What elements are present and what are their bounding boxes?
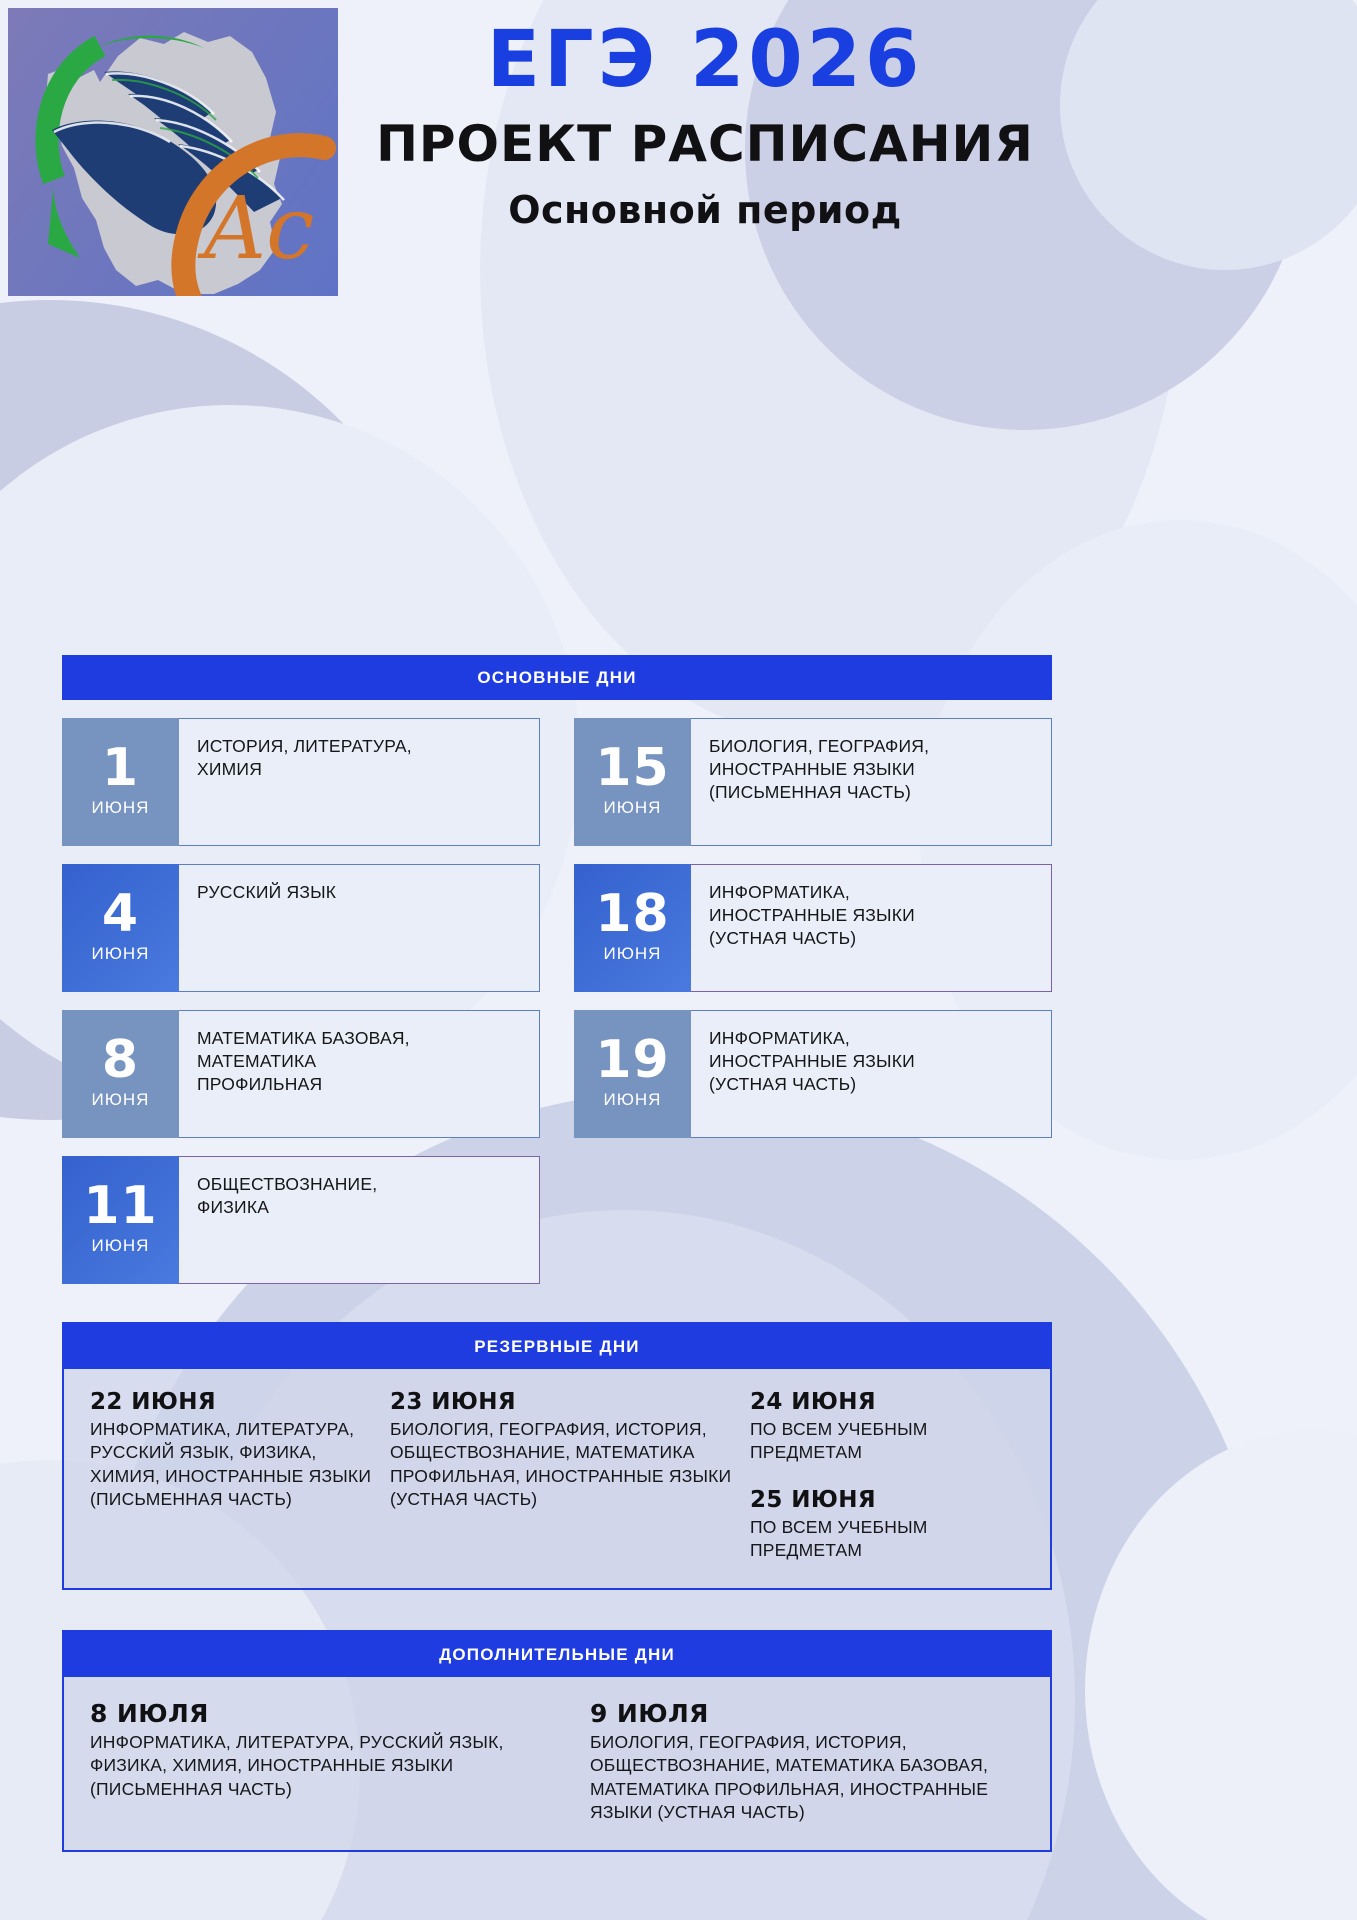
subject-line: (УСТНАЯ ЧАСТЬ) (709, 1074, 857, 1095)
main-days-grid (62, 718, 1052, 1302)
day-month: ИЮНЯ (91, 797, 150, 817)
day-card-date (574, 1010, 691, 1138)
subject-line: (УСТНАЯ ЧАСТЬ) (709, 928, 857, 949)
day-month: ИЮНЯ (91, 943, 150, 963)
day-card-subjects (179, 1010, 540, 1138)
day-number: 8 (101, 1030, 140, 1091)
day-month: ИЮНЯ (603, 1089, 662, 1109)
extra-days-header: ДОПОЛНИТЕЛЬНЫЕ ДНИ (64, 1632, 1050, 1677)
subject-line: (ПИСЬМЕННАЯ ЧАСТЬ) (709, 782, 912, 803)
day-month: ИЮНЯ (603, 797, 662, 817)
subject-line: ОБЩЕСТВОЗНАНИЕ, (197, 1174, 378, 1194)
day-card[interactable] (62, 864, 540, 992)
poster-header (0, 0, 1357, 300)
main-days-header: ОСНОВНЫЕ ДНИ (62, 655, 1052, 700)
subject-line: БИОЛОГИЯ, ГЕОГРАФИЯ, (709, 736, 930, 756)
day-number: 19 (595, 1030, 670, 1091)
card-row (62, 718, 1052, 846)
day-card-date (62, 718, 179, 846)
subject-line: ХИМИЯ (197, 759, 263, 780)
extra-date: 8 ИЮЛЯ (90, 1699, 209, 1728)
reserve-date: 23 ИЮНЯ (390, 1389, 517, 1415)
reserve-days-body (64, 1369, 1050, 1588)
day-month: ИЮНЯ (91, 1089, 150, 1109)
page-subtitle: ПРОЕКТ РАСПИСАНИЯ (376, 115, 1034, 174)
day-month: ИЮНЯ (603, 943, 662, 963)
organization-logo (8, 8, 338, 296)
day-number: 4 (101, 884, 140, 945)
reserve-date: 22 ИЮНЯ (90, 1389, 217, 1415)
day-card[interactable] (62, 1156, 540, 1284)
day-card[interactable] (62, 718, 540, 846)
reserve-date: 24 ИЮНЯ (750, 1389, 877, 1415)
title-group (355, 15, 1055, 233)
subject-line: ИНОСТРАННЫЕ ЯЗЫКИ (709, 905, 915, 926)
period-label: Основной период (508, 187, 902, 232)
day-card-date (62, 1010, 179, 1138)
day-card-subjects (179, 718, 540, 846)
reserve-date: 25 ИЮНЯ (750, 1486, 877, 1513)
subject-line: ФИЗИКА (197, 1197, 270, 1218)
subject-line: ПРОФИЛЬНАЯ (197, 1074, 323, 1095)
subject-line: РУССКИЙ ЯЗЫК (197, 882, 337, 902)
reserve-days-header: РЕЗЕРВНЫЕ ДНИ (64, 1324, 1050, 1369)
day-card-date (62, 864, 179, 992)
reserve-column (390, 1389, 750, 1562)
reserve-subjects: БИОЛОГИЯ, ГЕОГРАФИЯ, ИСТОРИЯ, ОБЩЕСТВОЗНАНИЕ, МАТЕМАТИКА ПРОФИЛЬНАЯ, ИНОСТРАННЫЕ ЯЗЫКИ (УСТНАЯ ЧАСТЬ) (390, 1419, 732, 1509)
reserve-column (750, 1389, 1024, 1562)
logo-letters-text: Ac (204, 179, 315, 279)
subject-line: ИНОСТРАННЫЕ ЯЗЫКИ (709, 1051, 915, 1072)
reserve-subjects: ПО ВСЕМ УЧЕБНЫМ ПРЕДМЕТАМ (750, 1419, 928, 1463)
extra-days-body (64, 1677, 1050, 1850)
day-number: 18 (595, 884, 670, 945)
extra-column (590, 1699, 1024, 1824)
day-card[interactable] (574, 718, 1052, 846)
subject-line: ИНФОРМАТИКА, (709, 882, 850, 902)
extra-subjects: ИНФОРМАТИКА, ЛИТЕРАТУРА, РУССКИЙ ЯЗЫК, ФИЗИКА, ХИМИЯ, ИНОСТРАННЫЕ ЯЗЫКИ (ПИСЬМЕННАЯ ЧАСТЬ) (90, 1732, 504, 1799)
day-card-subjects (691, 864, 1052, 992)
day-card[interactable] (62, 1010, 540, 1138)
reserve-subjects: ПО ВСЕМ УЧЕБНЫМ ПРЕДМЕТАМ (750, 1516, 928, 1560)
subject-line: МАТЕМАТИКА (197, 1051, 317, 1072)
subject-line: ИНФОРМАТИКА, (709, 1028, 850, 1048)
day-card-subjects (179, 864, 540, 992)
card-row (62, 864, 1052, 992)
page-title: ЕГЭ 2026 (486, 15, 924, 105)
day-card-subjects (691, 718, 1052, 846)
day-month: ИЮНЯ (91, 1235, 150, 1255)
subject-line: ИНОСТРАННЫЕ ЯЗЫКИ (709, 759, 915, 780)
day-card-date (62, 1156, 179, 1284)
card-row (62, 1156, 1052, 1284)
subject-line: МАТЕМАТИКА БАЗОВАЯ, (197, 1028, 410, 1048)
day-card-date (574, 864, 691, 992)
reserve-column (90, 1389, 390, 1562)
subject-line: ИСТОРИЯ, ЛИТЕРАТУРА, (197, 736, 412, 756)
reserve-days-section (62, 1322, 1052, 1590)
spacer (750, 1465, 1024, 1487)
extra-column (90, 1699, 590, 1824)
day-number: 11 (83, 1176, 158, 1237)
logo-emblem (8, 8, 338, 296)
extra-subjects: БИОЛОГИЯ, ГЕОГРАФИЯ, ИСТОРИЯ, ОБЩЕСТВОЗНАНИЕ, МАТЕМАТИКА БАЗОВАЯ, МАТЕМАТИКА ПРОФИЛЬНАЯ, ИНОСТРАННЫЕ ЯЗЫКИ (УСТНАЯ ЧАСТЬ) (590, 1732, 989, 1822)
day-card[interactable] (574, 1010, 1052, 1138)
reserve-subjects: ИНФОРМАТИКА, ЛИТЕРАТУРА, РУССКИЙ ЯЗЫК, ФИЗИКА, ХИМИЯ, ИНОСТРАННЫЕ ЯЗЫКИ (ПИСЬМЕННАЯ ЧАСТЬ) (90, 1419, 372, 1509)
day-number: 15 (595, 738, 670, 799)
extra-days-section (62, 1630, 1052, 1852)
day-card[interactable] (574, 864, 1052, 992)
extra-date: 9 ИЮЛЯ (590, 1699, 709, 1728)
day-number: 1 (101, 738, 140, 799)
day-card-date (574, 718, 691, 846)
day-card-subjects (179, 1156, 540, 1284)
day-card-subjects (691, 1010, 1052, 1138)
card-row (62, 1010, 1052, 1138)
